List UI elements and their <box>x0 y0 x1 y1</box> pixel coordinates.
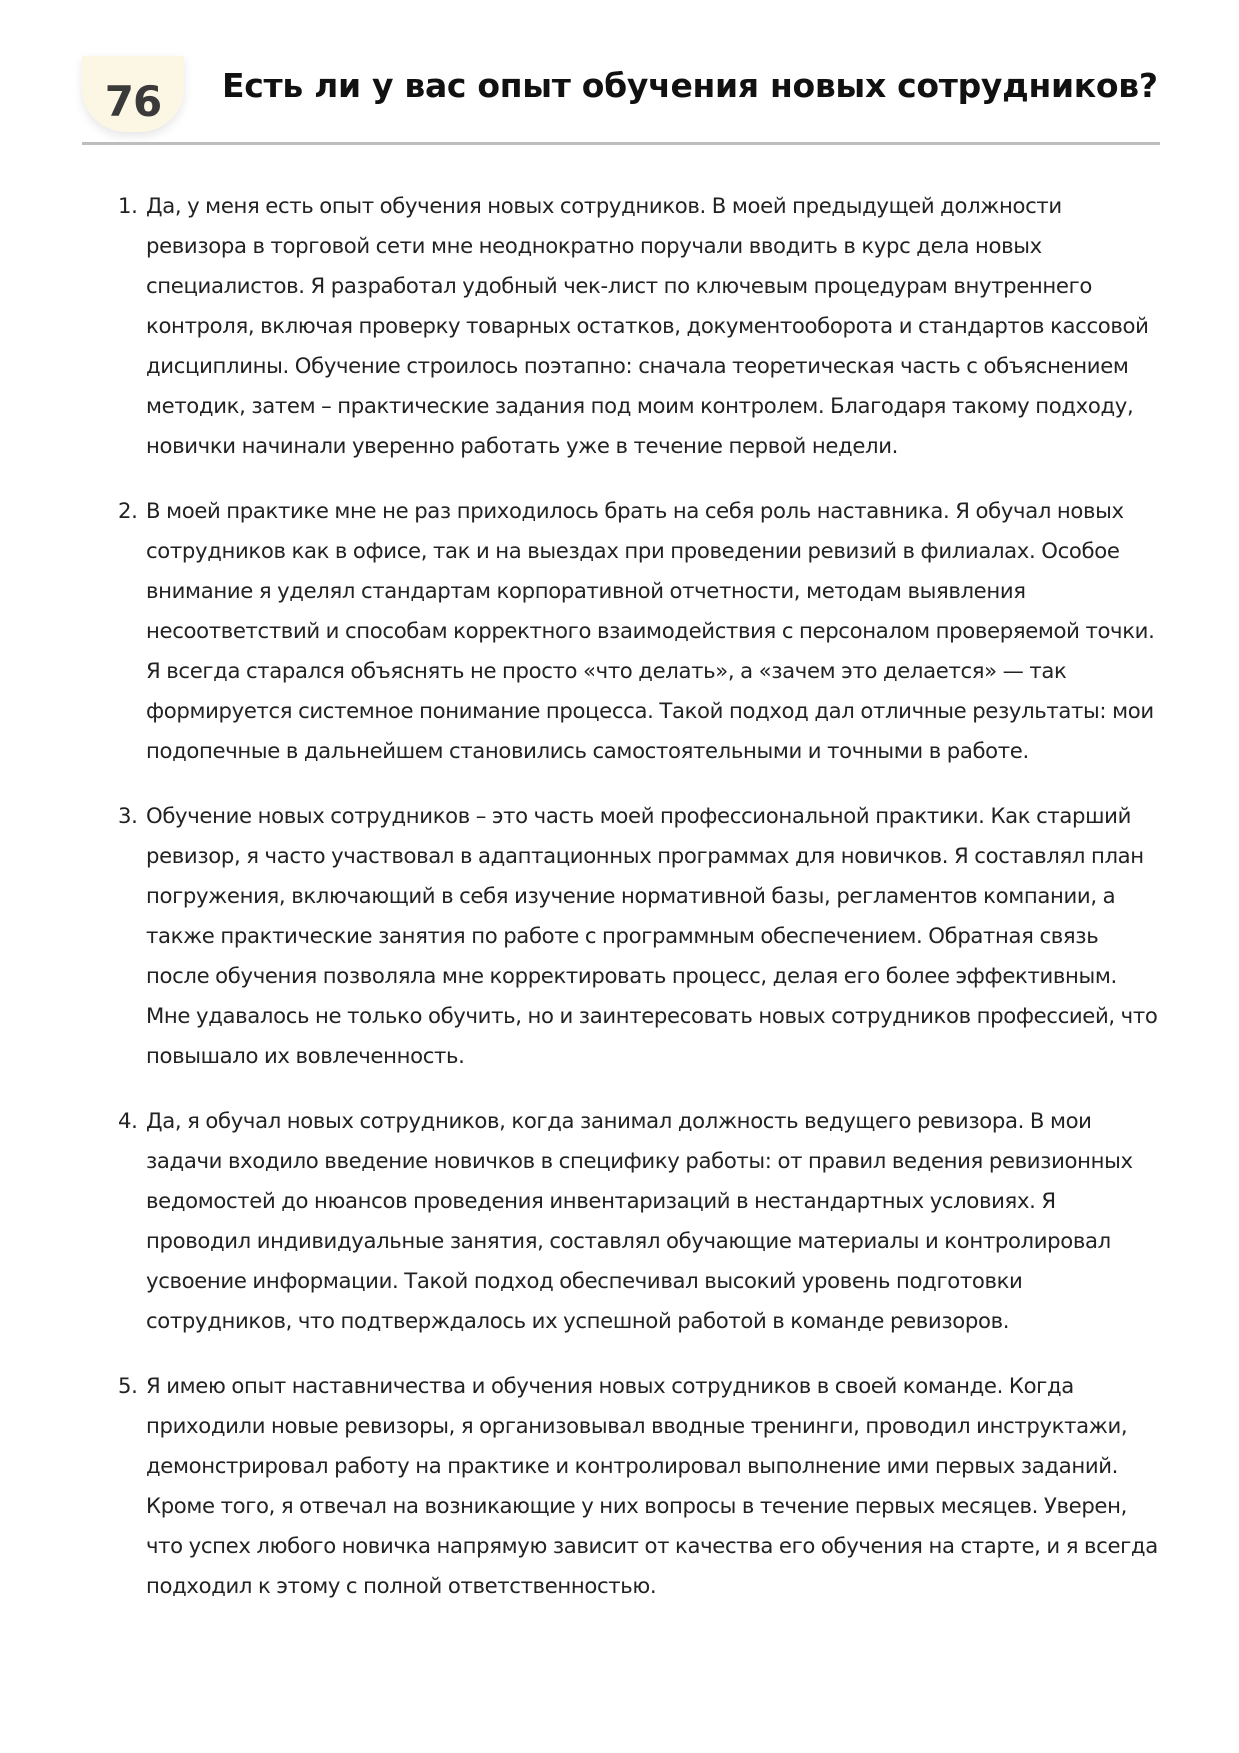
answer-item <box>108 1101 1160 1341</box>
answer-text: Да, у меня есть опыт обучения новых сотрудников. В моей предыдущей должности ревизора в торговой сети мне неоднократно поручали вводить в курс дела новых специалистов. Я разработал удобный чек-лист по ключевым процедурам внутреннего контроля, включая проверку товарных остатков, документооборота и стандартов кассовой дисциплины. Обучение строилось поэтапно: сначала теоретическая часть с объяснением методик, затем – практические задания под моим контролем. Благодаря такому подходу, новички начинали уверенно работать уже в течение первой недели. <box>146 193 1149 458</box>
answer-number: 3. <box>118 803 138 828</box>
answer-number: 5. <box>118 1373 138 1398</box>
question-title: Есть ли у вас опыт обучения новых сотрудников? <box>222 66 1158 105</box>
question-number: 76 <box>104 76 162 126</box>
answer-list <box>108 186 1160 1631</box>
answer-text: Да, я обучал новых сотрудников, когда занимал должность ведущего ревизора. В мои задачи входило введение новичков в специфику работы: от правил ведения ревизионных ведомостей до нюансов проведения инвентаризаций в нестандартных условиях. Я проводил индивидуальные занятия, составлял обучающие материалы и контролировал усвоение информации. Такой подход обеспечивал высокий уровень подготовки сотрудников, что подтверждалось их успешной работой в команде ревизоров. <box>146 1108 1133 1333</box>
answer-text: Я имею опыт наставничества и обучения новых сотрудников в своей команде. Когда приходили новые ревизоры, я организовывал вводные тренинги, проводил инструктажи, демонстрировал работу на практике и контролировал выполнение ими первых заданий. Кроме того, я отвечал на возникающие у них вопросы в течение первых месяцев. Уверен, что успех любого новичка напрямую зависит от качества его обучения на старте, и я всегда подходил к этому с полной ответственностью. <box>146 1373 1158 1598</box>
answer-number: 2. <box>118 498 138 523</box>
answer-number: 4. <box>118 1108 138 1133</box>
answer-item <box>108 1366 1160 1606</box>
answer-item <box>108 796 1160 1076</box>
answer-item <box>108 491 1160 771</box>
answer-text: Обучение новых сотрудников – это часть моей профессиональной практики. Как старший ревизор, я часто участвовал в адаптационных программах для новичков. Я составлял план погружения, включающий в себя изучение нормативной базы, регламентов компании, а также практические занятия по работе с программным обеспечением. Обратная связь после обучения позволяла мне корректировать процесс, делая его более эффективным. Мне удавалось не только обучить, но и заинтересовать новых сотрудников профессией, что повышало их вовлеченность. <box>146 803 1158 1068</box>
question-number-badge <box>82 56 184 132</box>
answer-number: 1. <box>118 193 138 218</box>
header-divider <box>82 142 1160 145</box>
question-header <box>82 56 1160 144</box>
answer-text: В моей практике мне не раз приходилось брать на себя роль наставника. Я обучал новых сотрудников как в офисе, так и на выездах при проведении ревизий в филиалах. Особое внимание я уделял стандартам корпоративной отчетности, методам выявления несоответствий и способам корректного взаимодействия с персоналом проверяемой точки. Я всегда старался объяснять не просто «что делать», а «зачем это делается» — так формируется системное понимание процесса. Такой подход дал отличные результаты: мои подопечные в дальнейшем становились самостоятельными и точными в работе. <box>146 498 1155 763</box>
answer-item <box>108 186 1160 466</box>
